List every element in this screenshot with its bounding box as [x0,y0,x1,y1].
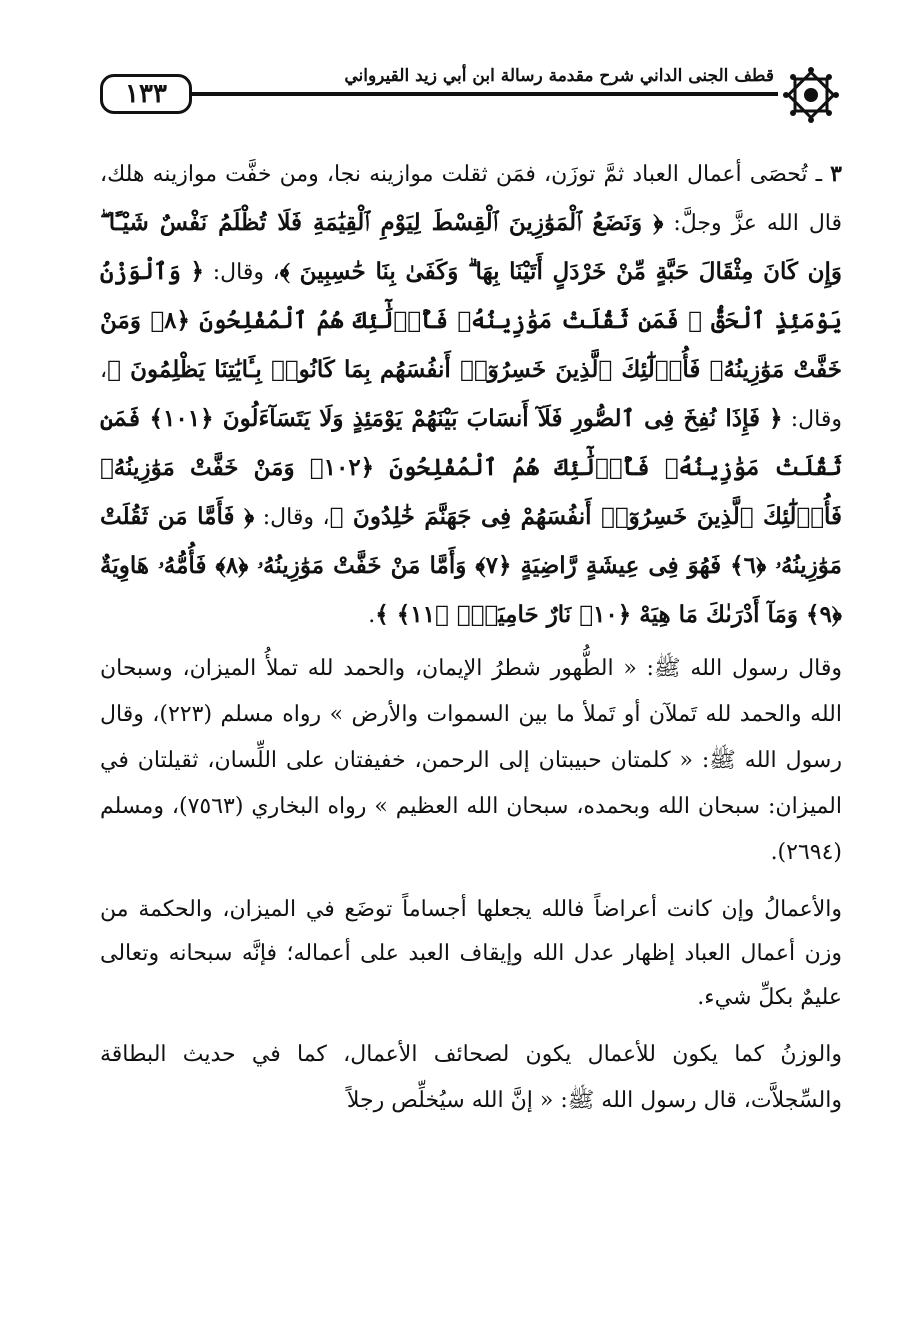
hadith-paragraph: وقال رسول الله ﷺ: « الطُّهور شطرُ الإيمان، والحمد لله تملأُ الميزان، وسبحان الله والحمد لله تَملآن أو تَملأ ما بين السموات والأرض » رواه مسلم (٢٢٣)، وقال رسول الله ﷺ: « كلمتان حبيبتان إلى الرحمن، خفيفتان على اللِّسان، ثقيلتان في الميزان: سبحان الله وبحمده، سبحان الله العظيم » رواه البخاري (٧٥٦٣)، ومسلم (٢٦٩٤). [100,656,842,865]
running-title: قطف الجنى الداني شرح مقدمة رسالة ابن أبي زيد القيرواني [344,66,774,86]
quran-verse-1: ﴿ وَنَضَعُ ٱلْمَوَٰزِينَ ٱلْقِسْطَ لِيَوْمِ ٱلْقِيَٰمَةِ فَلَا تُظْلَمُ نَفْسٌ شَيْـًٔا ۖ وَإِن كَانَ مِثْقَالَ حَبَّةٍ مِّنْ خَرْدَلٍ أَتَيْنَا بِهَا ۗ وَكَفَىٰ بِنَا حَٰسِبِينَ ﴾ [100,209,843,285]
quran-verse-2: ﴿ وَٱلْوَزْنُ يَوْمَئِذٍ ٱلْحَقُّ ۚ فَمَن ثَقُلَتْ مَوَٰزِينُهُۥ فَأُو۟لَٰٓئِكَ هُمُ ٱلْمُفْلِحُونَ ﴿٨﴾ وَمَنْ خَفَّتْ مَوَٰزِينُهُۥ فَأُو۟لَٰٓئِكَ ٱلَّذِينَ خَسِرُوٓا۟ أَنفُسَهُم بِمَا كَانُوا۟ بِـَٔايَٰتِنَا يَظْلِمُونَ ﴾ [100,258,842,383]
quran-verse-3: ﴿ فَإِذَا نُفِخَ فِى ٱلصُّورِ فَلَآ أَنسَابَ بَيْنَهُمْ يَوْمَئِذٍ وَلَا يَتَسَآءَلُونَ ﴿١٠١﴾ فَمَن ثَقُلَتْ مَوَٰزِينُهُۥ فَأُو۟لَٰٓئِكَ هُمُ ٱلْمُفْلِحُونَ ﴿١٠٢﴾ وَمَنْ خَفَّتْ مَوَٰزِينُهُۥ فَأُو۟لَٰٓئِكَ ٱلَّذِينَ خَسِرُوٓا۟ أَنفُسَهُمْ فِى جَهَنَّمَ خَٰلِدُونَ ﴾ [100,405,843,530]
point-end: . [368,603,376,628]
weighing-deeds-paragraph: والأعمالُ وإن كانت أعراضاً فالله يجعلها أجساماً توضَع في الميزان، والحكمة من وزن أعمال العباد إظهار عدل الله وإيقاف العبد على أعماله؛ فإنَّه سبحانه وتعالى عليمٌ بكلِّ شيء. [100,897,842,1010]
star-ornament-icon [782,66,840,124]
page-header [100,66,840,130]
point-3-paragraph [100,150,842,640]
weighing-records-paragraph: والوزنُ كما يكون للأعمال يكون لصحائف الأعمال، كما في حديث البطاقة والسِّجلاَّت، قال رسول الله ﷺ: « إنَّ الله سيُخلِّص رجلاً [100,1042,842,1113]
point-number: ٣ [830,161,842,187]
page-number: ١٣٣ [100,74,192,114]
said-3: ، وقال: [262,505,330,530]
point-intro: ـ تُحصَى أعمال العباد ثمَّ توزَن، فمَن ثقلت موازينه نجا، ومن خفَّت موازينه هلك، قال الله عزَّ وجلَّ: [100,162,843,236]
quran-verse-4: ﴿ فَأَمَّا مَن ثَقُلَتْ مَوَٰزِينُهُۥ ﴿٦﴾ فَهُوَ فِى عِيشَةٍ رَّاضِيَةٍ ﴿٧﴾ وَأَمَّا مَنْ خَفَّتْ مَوَٰزِينُهُۥ ﴿٨﴾ فَأُمُّهُۥ هَاوِيَةٌ ﴿٩﴾ وَمَآ أَدْرَىٰكَ مَا هِيَهْ ﴿١٠﴾ نَارٌ حَامِيَةٌۢ ﴿١١﴾ ﴾ [100,503,842,628]
page-body [100,150,842,1124]
said-2: ، وقال: [100,358,842,432]
header-rule [192,92,778,96]
said-1: ، وقال: [212,260,280,285]
